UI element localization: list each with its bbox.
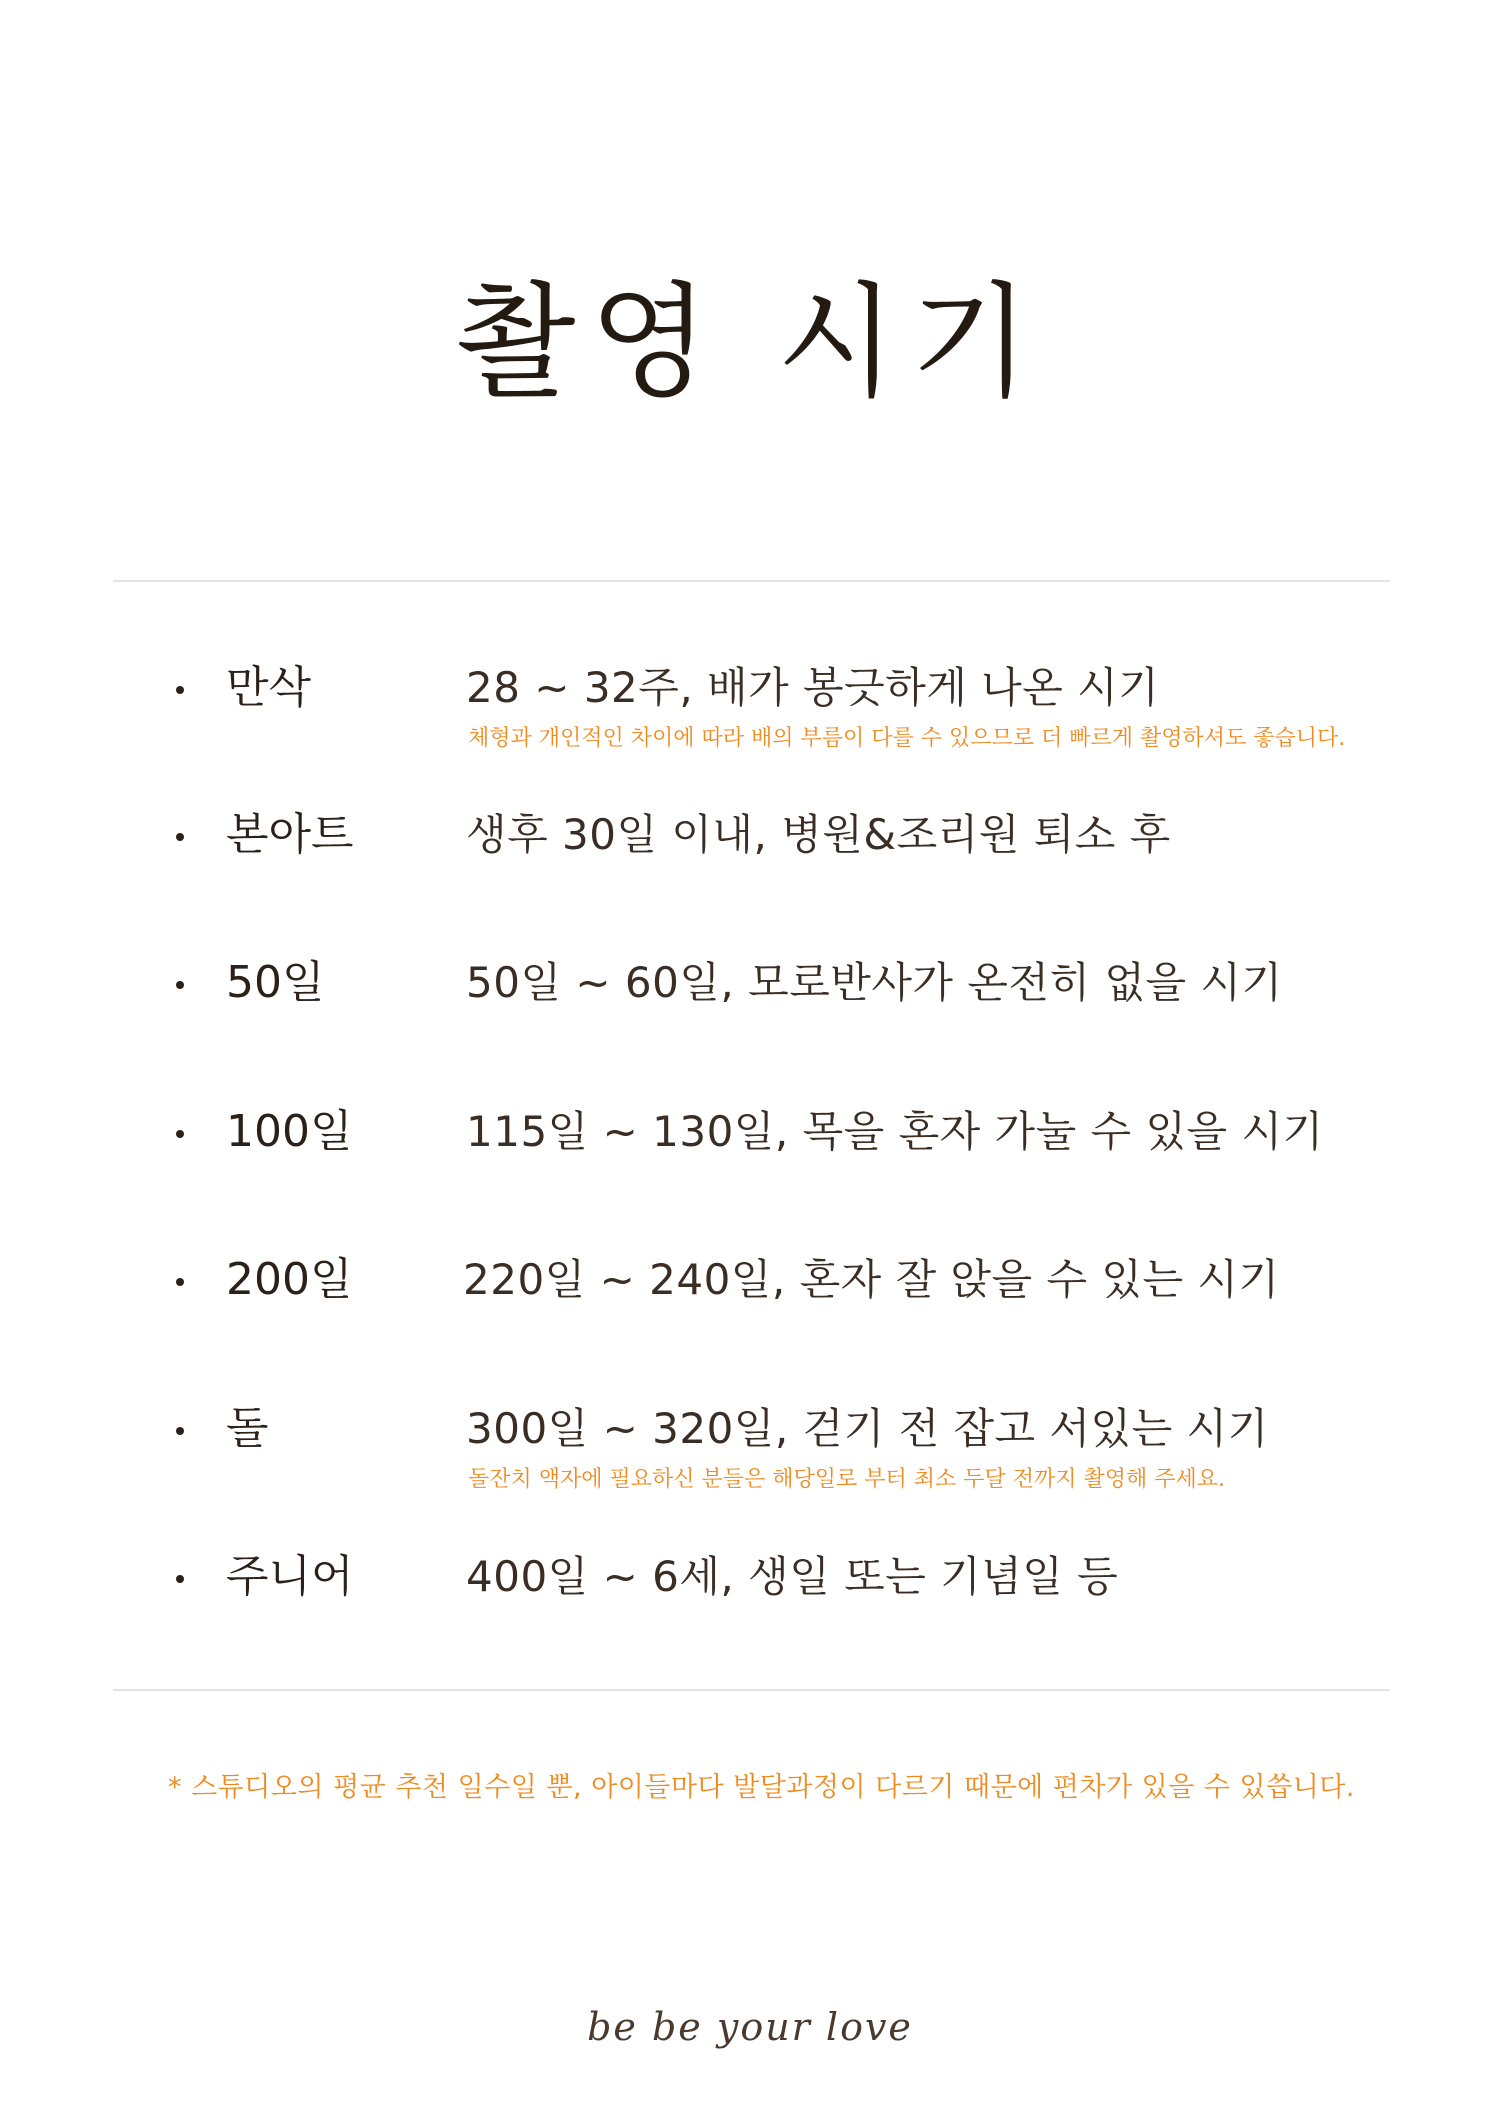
stage-description: 115일 ~ 130일, 목을 혼자 가눌 수 있을 시기 bbox=[466, 1107, 1324, 1156]
bullet-icon bbox=[176, 981, 184, 989]
stage-description: 28 ~ 32주, 배가 봉긋하게 나온 시기 bbox=[466, 663, 1160, 712]
footnote: * 스튜디오의 평균 추천 일수일 뿐, 아이들마다 발달과정이 다르기 때문에 편차가 있을 수 있씁니다. bbox=[168, 1772, 1355, 1803]
stage-label: 만삭 bbox=[226, 662, 312, 713]
stage-label: 주니어 bbox=[226, 1551, 354, 1602]
schedule-item-100-days bbox=[0, 1102, 1500, 1162]
stage-label: 본아트 bbox=[226, 809, 354, 860]
bottom-divider bbox=[113, 1689, 1390, 1691]
stage-label: 200일 bbox=[226, 1254, 353, 1305]
stage-label: 50일 bbox=[226, 957, 325, 1008]
stage-description: 220일 ~ 240일, 혼자 잘 앉을 수 있는 시기 bbox=[463, 1255, 1280, 1304]
bullet-icon bbox=[176, 686, 184, 694]
schedule-item-junior bbox=[0, 1547, 1500, 1607]
schedule-item-50-days bbox=[0, 953, 1500, 1013]
bullet-icon bbox=[176, 1130, 184, 1138]
signature-logo: be be your love bbox=[587, 2005, 913, 2049]
stage-description: 400일 ~ 6세, 생일 또는 기념일 등 bbox=[466, 1552, 1119, 1601]
bullet-icon bbox=[176, 1575, 184, 1583]
stage-note: 체형과 개인적인 차이에 따라 배의 부름이 다를 수 있으므로 더 빠르게 촬영하셔도 좋습니다. bbox=[468, 726, 1346, 751]
stage-label: 100일 bbox=[226, 1106, 353, 1157]
bullet-icon bbox=[176, 1278, 184, 1286]
stage-description: 300일 ~ 320일, 걷기 전 잡고 서있는 시기 bbox=[466, 1404, 1269, 1453]
stage-note: 돌잔치 액자에 필요하신 분들은 해당일로 부터 최소 두달 전까지 촬영해 주세요. bbox=[468, 1467, 1225, 1492]
schedule-item-200-days bbox=[0, 1250, 1500, 1310]
schedule-item-newborn bbox=[0, 805, 1500, 865]
stage-description: 50일 ~ 60일, 모로반사가 온전히 없을 시기 bbox=[466, 958, 1283, 1007]
bullet-icon bbox=[176, 833, 184, 841]
schedule-item-first-birthday bbox=[0, 1399, 1500, 1492]
schedule-item-full-term bbox=[0, 658, 1500, 751]
stage-description: 생후 30일 이내, 병원&조리원 퇴소 후 bbox=[466, 810, 1171, 859]
stage-label: 돌 bbox=[226, 1403, 269, 1454]
page-title: 촬영 시기 bbox=[455, 271, 1045, 415]
bullet-icon bbox=[176, 1427, 184, 1435]
top-divider bbox=[113, 580, 1390, 582]
